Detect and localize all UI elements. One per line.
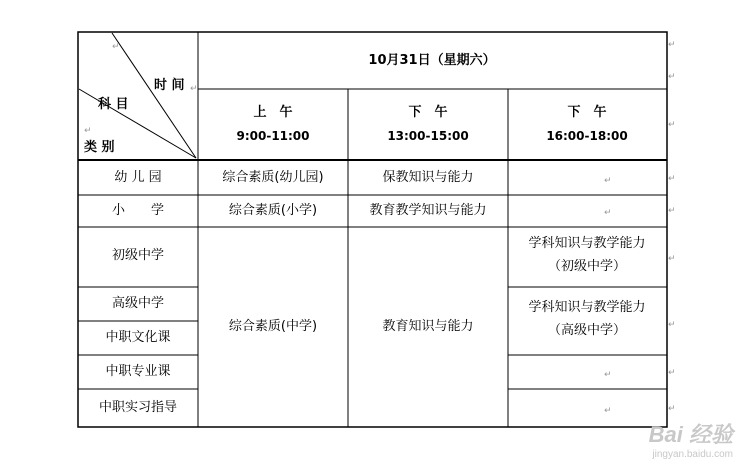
corner-label-category: 类 别 [84,140,115,155]
category-vocational-major: 中职专业课 [105,364,171,379]
paragraph-mark: ↵ [668,174,676,184]
session-3-time: 16:00-18:00 [546,129,628,143]
category-senior-high: 高级中学 [111,296,165,311]
primary-session-2-subject: 教育教学知识与能力 [369,203,487,218]
paragraph-mark: ↵ [604,208,612,218]
junior-session-3-subject-line1: 学科知识与教学能力 [528,236,646,251]
category-kindergarten: 幼 儿 园 [114,170,162,185]
paragraph-mark: ↵ [84,126,92,136]
paragraph-mark: ↵ [668,320,676,330]
junior-session-3-subject-line2: （初级中学） [547,259,627,274]
watermark-site: jingyan.baidu.com [652,449,733,460]
corner-label-subject: 科 目 [98,97,129,112]
session-3-name: 下 午 [567,105,607,120]
category-vocational-practice: 中职实习指导 [98,400,178,415]
category-vocational-culture: 中职文化课 [105,330,171,345]
primary-session-1-subject: 综合素质(小学) [228,203,318,218]
watermark-logo: Bai 经验 [648,422,733,447]
category-primary: 小 学 [111,203,165,218]
paragraph-mark: ↵ [604,176,612,186]
session-1-time: 9:00-11:00 [236,129,310,143]
secondary-session-1-subject: 综合素质(中学) [228,319,318,334]
exam-date: 10月31日（星期六） [368,53,496,68]
corner-label-time: 时 间 [154,78,185,93]
kindergarten-session-2-subject: 保教知识与能力 [382,170,474,185]
paragraph-mark: ↵ [112,42,120,52]
paragraph-mark: ↵ [604,370,612,380]
senior-session-3-subject-line1: 学科知识与教学能力 [528,300,646,315]
baidu-jingyan-watermark [649,418,733,460]
senior-session-3-subject-line2: （高级中学） [547,323,627,338]
secondary-session-2-subject: 教育知识与能力 [382,319,474,334]
session-2-time: 13:00-15:00 [387,129,469,143]
paragraph-mark: ↵ [668,368,676,378]
paragraph-mark: ↵ [668,206,676,216]
paragraph-mark: ↵ [668,254,676,264]
paragraph-mark: ↵ [668,120,676,130]
paragraph-mark: ↵ [668,72,676,82]
kindergarten-session-1-subject: 综合素质(幼儿园) [222,170,324,185]
category-junior-high: 初级中学 [111,248,165,263]
session-1-name: 上 午 [253,105,293,120]
paragraph-mark: ↵ [604,406,612,416]
paragraph-mark: ↵ [190,84,198,94]
paragraph-mark: ↵ [668,40,676,50]
paragraph-mark: ↵ [668,404,676,414]
session-2-name: 下 午 [408,105,448,120]
